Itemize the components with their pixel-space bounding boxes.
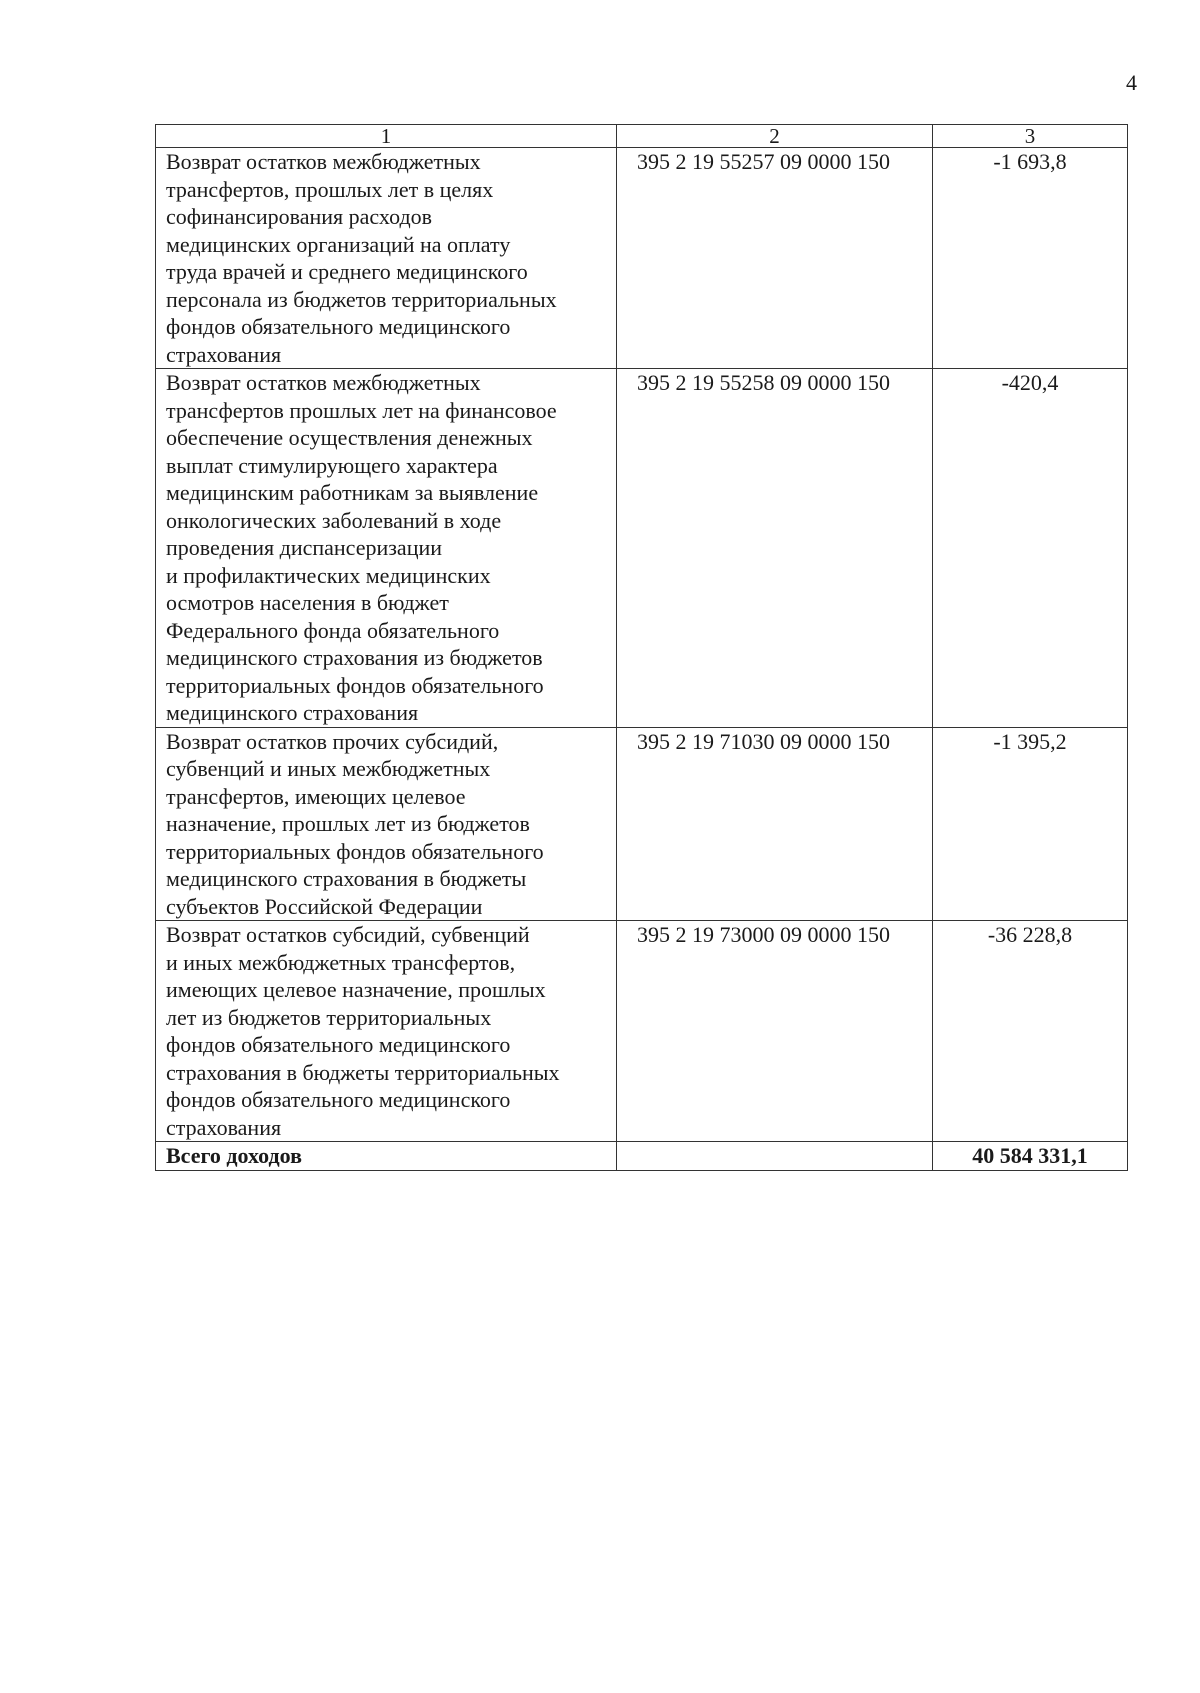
income-name-cell: Возврат остатков межбюджетных трансфертов прошлых лет на финансовое обеспечение осуществления денежных выплат стимулирующего характера медицинским работникам за выявление онкологических заболеваний в ходе проведения диспансеризации и профилактических медицинских осмотров населения в бюджет Федерального фонда обязательного медицинского страхования из бюджетов территориальных фондов обязательного медицинского страхования	[156, 369, 617, 728]
amount-cell: -1 395,2	[933, 727, 1128, 921]
amount-cell: -1 693,8	[933, 148, 1128, 369]
table-row	[156, 369, 1128, 728]
amount-cell: -420,4	[933, 369, 1128, 728]
income-name-cell: Возврат остатков межбюджетных трансфертов, прошлых лет в целях софинансирования расходов медицинских организаций на оплату труда врачей и среднего медицинского персонала из бюджетов территориальных фондов обязательного медицинского страхования	[156, 148, 617, 369]
budget-code-cell: 395 2 19 73000 09 0000 150	[617, 921, 933, 1142]
income-name-cell: Возврат остатков прочих субсидий, субвенций и иных межбюджетных трансфертов, имеющих целевое назначение, прошлых лет из бюджетов территориальных фондов обязательного медицинского страхования в бюджеты субъектов Российской Федерации	[156, 727, 617, 921]
table-row	[156, 148, 1128, 369]
column-header-3: 3	[933, 125, 1128, 148]
total-code-cell	[617, 1142, 933, 1171]
budget-code-cell: 395 2 19 55258 09 0000 150	[617, 369, 933, 728]
total-row	[156, 1142, 1128, 1171]
table-header-row	[156, 125, 1128, 148]
income-name-cell: Возврат остатков субсидий, субвенций и иных межбюджетных трансфертов, имеющих целевое назначение, прошлых лет из бюджетов территориальных фондов обязательного медицинского страхования в бюджеты территориальных фондов обязательного медицинского страхования	[156, 921, 617, 1142]
table-row	[156, 727, 1128, 921]
amount-cell: -36 228,8	[933, 921, 1128, 1142]
table-row	[156, 921, 1128, 1142]
total-amount: 40 584 331,1	[933, 1142, 1128, 1171]
column-header-1: 1	[156, 125, 617, 148]
budget-code-cell: 395 2 19 71030 09 0000 150	[617, 727, 933, 921]
budget-code-cell: 395 2 19 55257 09 0000 150	[617, 148, 933, 369]
budget-income-table	[155, 124, 1128, 1171]
total-label: Всего доходов	[156, 1142, 617, 1171]
column-header-2: 2	[617, 125, 933, 148]
page-number: 4	[1126, 70, 1137, 95]
